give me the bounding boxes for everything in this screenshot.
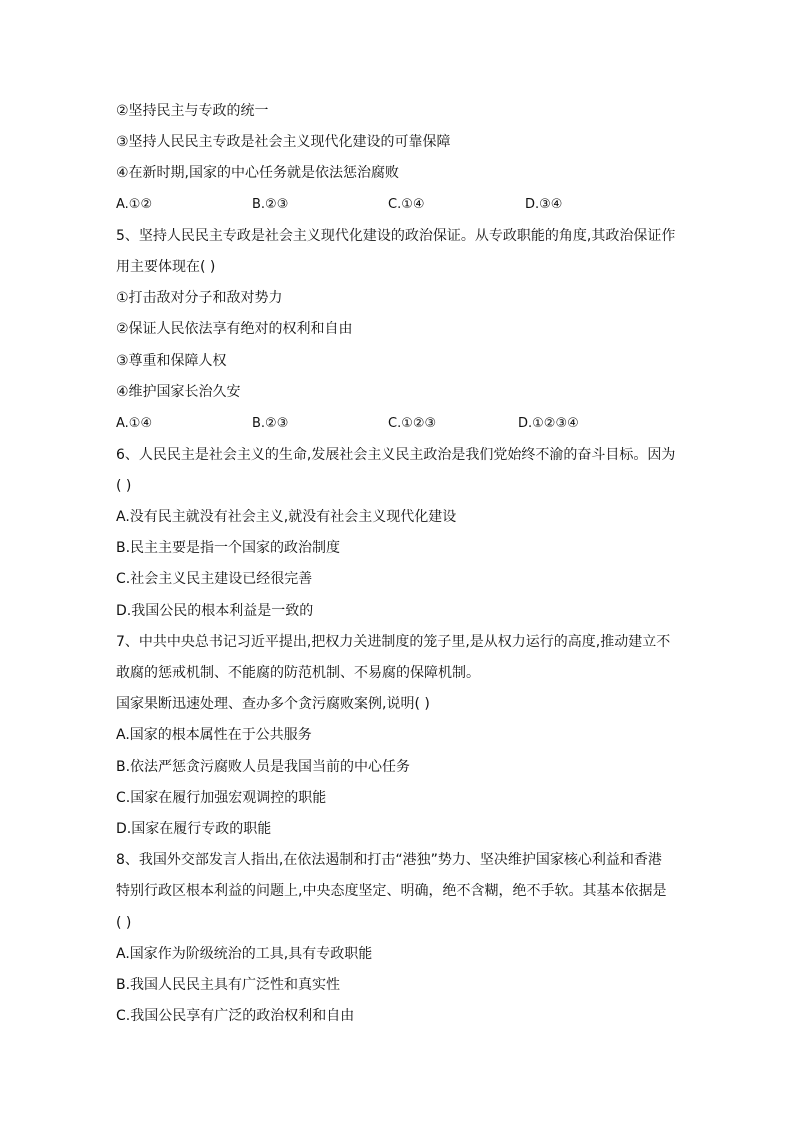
text-line: ④维护国家长治久安: [116, 384, 241, 400]
text-line: ③坚持人民民主专政是社会主义现代化建设的可靠保障: [116, 134, 451, 150]
question-5: 5、坚持人民民主专政是社会主义现代化建设的政治保证。从专政职能的角度,其政治保证作: [116, 228, 676, 244]
text-line: ③尊重和保障人权: [116, 353, 227, 369]
question-7: 7、中共中央总书记习近平提出,把权力关进制度的笼子里,是从权力运行的高度,推动建立不: [116, 634, 671, 650]
question-8: 8、我国外交部发言人指出,在依法遏制和打击“港独”势力、坚决维护国家核心利益和香港: [116, 852, 662, 868]
text-line: B.我国人民民主具有广泛性和真实性: [116, 977, 341, 993]
option-d: D.①②③④: [518, 416, 579, 431]
option-b: B.②③: [252, 416, 289, 431]
text-line: A.没有民主就没有社会主义,就没有社会主义现代化建设: [116, 509, 457, 525]
text-line: ②保证人民依法享有绝对的权利和自由: [116, 321, 353, 337]
text-line: ④在新时期,国家的中心任务就是依法惩治腐败: [116, 165, 399, 181]
text-line: D.国家在履行专政的职能: [116, 821, 272, 837]
question-6: 6、人民民主是社会主义的生命,发展社会主义民主政治是我们党始终不渝的奋斗目标。因为: [116, 447, 676, 463]
option-c: C.①②③: [388, 416, 437, 431]
text-line: 国家果断迅速处理、查办多个贪污腐败案例,说明( ): [116, 696, 430, 712]
text-line: C.国家在履行加强宏观调控的职能: [116, 790, 327, 806]
text-line: A.国家的根本属性在于公共服务: [116, 727, 312, 743]
text-line: A.国家作为阶级统治的工具,具有专政职能: [116, 946, 373, 962]
text-line: C.我国公民享有广泛的政治权利和自由: [116, 1008, 355, 1024]
option-a: A.①②: [116, 197, 153, 212]
text-line: 用主要体现在( ): [116, 259, 216, 275]
text-line: ( ): [116, 478, 132, 494]
text-line: C.社会主义民主建设已经很完善: [116, 571, 313, 587]
option-d: D.③④: [525, 197, 563, 212]
text-line: B.民主主要是指一个国家的政治制度: [116, 540, 341, 556]
text-line: ②坚持民主与专政的统一: [116, 103, 269, 119]
text-line: 特别行政区根本利益的问题上,中央态度坚定、明确，绝不含糊，绝不手软。其基本依据是: [116, 883, 667, 899]
text-line: ( ): [116, 915, 132, 931]
text-line: B.依法严惩贪污腐败人员是我国当前的中心任务: [116, 759, 411, 775]
text-line: ①打击敌对分子和敌对势力: [116, 290, 283, 306]
option-c: C.①④: [388, 197, 425, 212]
text-line: D.我国公民的根本利益是一致的: [116, 603, 314, 619]
option-b: B.②③: [252, 197, 289, 212]
option-a: A.①④: [116, 416, 153, 431]
text-line: 敢腐的惩戒机制、不能腐的防范机制、不易腐的保障机制。: [116, 665, 480, 681]
